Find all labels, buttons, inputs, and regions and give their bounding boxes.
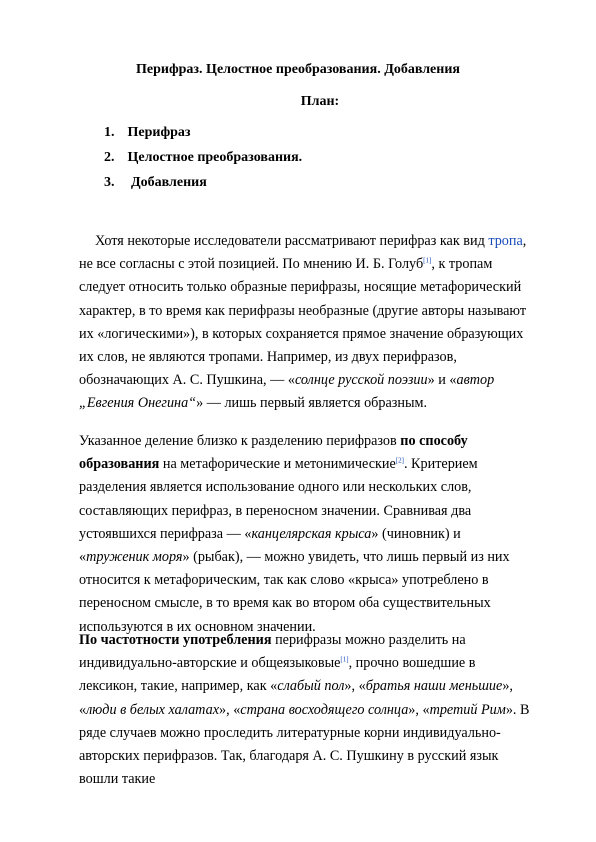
emphasis: братья наши меньшие bbox=[365, 678, 503, 695]
text-run: » — лишь первый является образным. bbox=[196, 395, 428, 412]
text-run: » (чиновник) и « bbox=[79, 525, 461, 566]
text-run: », « bbox=[79, 678, 513, 718]
emphasis: слабый пол bbox=[277, 678, 345, 695]
text-run: перифразы можно разделить на индивидуально-авторские и общеязыковые bbox=[79, 632, 466, 672]
text-run: ». В ряде случаев можно проследить литературные корни индивидуально-авторских перифразов. Так, благодаря А. С. Пушкину в русский язык вошли такие bbox=[79, 701, 530, 788]
text-run: на метафорические и метонимические bbox=[159, 456, 396, 473]
plan-item-text: Целостное преобразования. bbox=[127, 150, 303, 165]
bold-term: по способу образования bbox=[79, 433, 468, 473]
plan-item bbox=[104, 123, 302, 148]
plan-item bbox=[104, 173, 302, 198]
plan-item-number: 3. bbox=[104, 175, 115, 190]
paragraph-3 bbox=[79, 629, 534, 791]
emphasis: третий Рим bbox=[429, 701, 506, 718]
emphasis: канцелярская крыса bbox=[251, 525, 372, 542]
plan-item-number: 2. bbox=[104, 150, 115, 165]
text-run: Указанное деление близко к разделению перифразов bbox=[79, 433, 401, 449]
emphasis: солнце русской поэзии bbox=[294, 372, 428, 389]
paragraph-1 bbox=[79, 230, 534, 416]
footnote-ref[interactable]: [1] bbox=[340, 655, 349, 664]
emphasis: люди в белых халатах bbox=[86, 701, 219, 718]
emphasis: труженик моря bbox=[86, 549, 183, 566]
text-run: » и « bbox=[427, 372, 457, 389]
text-run: , не все согласны с этой позицией. По мнению И. Б. Голуб bbox=[79, 233, 527, 273]
footnote-ref[interactable]: [2] bbox=[395, 456, 404, 465]
plan-item-number: 1. bbox=[104, 125, 115, 140]
bold-term: По частотности употребления bbox=[79, 632, 272, 648]
paragraph-2 bbox=[79, 430, 534, 639]
text-run: », « bbox=[408, 701, 430, 718]
document-title: Перифраз. Целостное преобразования. Добавления bbox=[136, 62, 460, 77]
plan-item bbox=[104, 148, 302, 173]
emphasis: страна восходящего солнца bbox=[240, 701, 409, 718]
text-run: , прочно вошедшие в лексикон, такие, например, как « bbox=[79, 655, 476, 695]
plan-list bbox=[104, 123, 302, 198]
text-run: Хотя некоторые исследователи рассматривают перифраз как вид bbox=[95, 233, 489, 249]
emphasis: автор „Евгения Онегина“ bbox=[79, 372, 495, 412]
text-run: », « bbox=[219, 701, 241, 718]
plan-item-text: Перифраз bbox=[127, 125, 191, 140]
text-run: », « bbox=[344, 678, 366, 695]
text-run: . Критерием разделения является использование одного или нескольких слов, составляющих перифраз, в переносном значении. Сравнивая два устоявшихся перифраза — « bbox=[79, 456, 478, 542]
plan-item-text: Добавления bbox=[131, 175, 207, 190]
text-run: , к тропам следует относить только образные перифразы, носящие метафорический характер, в то время как перифразы необразные (другие авторы называют их «логическими»), в которых сохраняется прямое значение образующих их слов, не являются тропами. Например, из двух перифразов, обозначающих А. С. Пушкина, — « bbox=[79, 256, 527, 389]
tropa-link[interactable]: тропа bbox=[488, 233, 523, 249]
footnote-ref[interactable]: [1] bbox=[423, 256, 432, 265]
text-run: » (рыбак), — можно увидеть, что лишь первый из них относится к метафорическим, так как слово «крыса» употреблено в переносном смысле, в то время как во втором оба существительных используются в их основном значении. bbox=[79, 549, 510, 635]
plan-heading: План: bbox=[300, 94, 340, 109]
